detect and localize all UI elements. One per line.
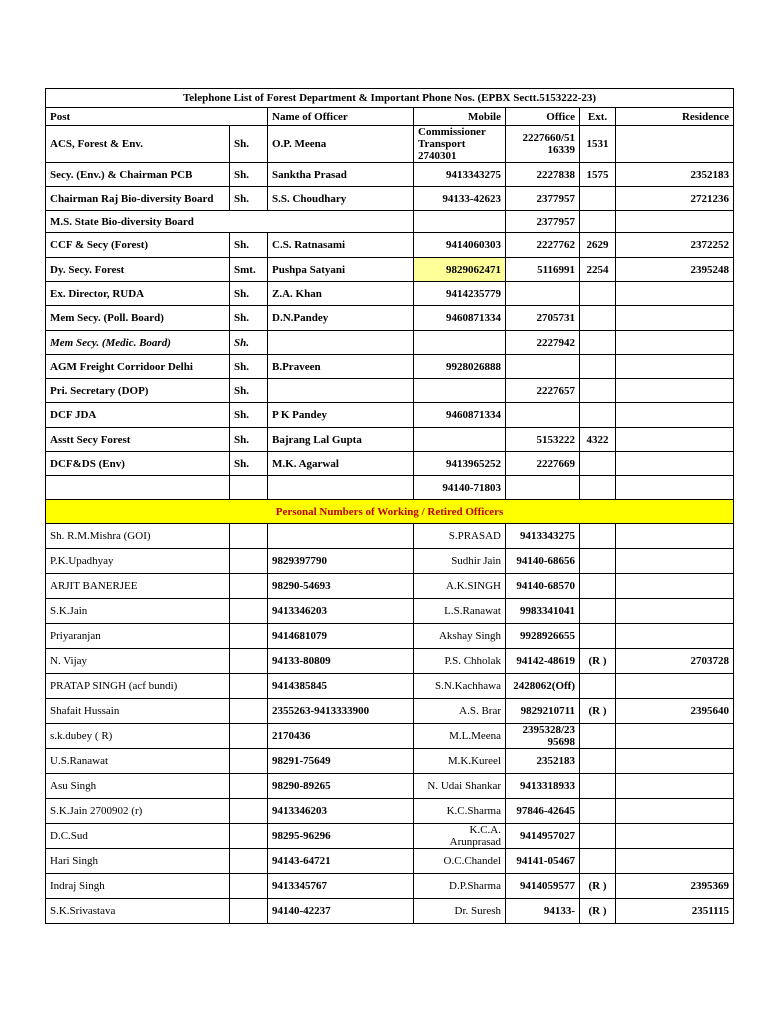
personal-phone2-cell: 9829210711 bbox=[506, 699, 580, 724]
personal-name2-cell: A.K.SINGH bbox=[414, 574, 506, 599]
residence-cell bbox=[616, 452, 734, 476]
personal-blank-cell bbox=[230, 749, 268, 774]
mobile-cell: 94133-42623 bbox=[414, 187, 506, 211]
prefix-cell: Sh. bbox=[230, 163, 268, 187]
personal-name2-cell: K.C.A. Arunprasad bbox=[414, 824, 506, 849]
prefix-cell: Smt. bbox=[230, 258, 268, 282]
post-cell: Dy. Secy. Forest bbox=[46, 258, 230, 282]
office-cell: 2227838 bbox=[506, 163, 580, 187]
personal-name-cell: U.S.Ranawat bbox=[46, 749, 230, 774]
mobile-cell: 9413965252 bbox=[414, 452, 506, 476]
ext-cell bbox=[580, 452, 616, 476]
office-cell: 2705731 bbox=[506, 306, 580, 331]
personal-name2-cell: D.P.Sharma bbox=[414, 874, 506, 899]
residence-cell bbox=[616, 476, 734, 500]
personal-name2-cell: O.C.Chandel bbox=[414, 849, 506, 874]
personal-tag-cell bbox=[580, 624, 616, 649]
office-cell: 2227762 bbox=[506, 233, 580, 258]
personal-row bbox=[46, 599, 734, 624]
officer-row bbox=[46, 476, 734, 500]
personal-row bbox=[46, 524, 734, 549]
ext-cell: 4322 bbox=[580, 428, 616, 452]
office-cell bbox=[506, 403, 580, 428]
personal-phone2-cell: 9413343275 bbox=[506, 524, 580, 549]
header-ext: Ext. bbox=[580, 108, 616, 126]
header-office: Office bbox=[506, 108, 580, 126]
personal-residence-cell bbox=[616, 599, 734, 624]
personal-name-cell: PRATAP SINGH (acf bundi) bbox=[46, 674, 230, 699]
personal-phone-cell: 9414681079 bbox=[268, 624, 414, 649]
personal-name2-cell: L.S.Ranawat bbox=[414, 599, 506, 624]
officer-row bbox=[46, 126, 734, 163]
personal-row bbox=[46, 699, 734, 724]
table-body bbox=[46, 89, 734, 924]
personal-name-cell: ARJIT BANERJEE bbox=[46, 574, 230, 599]
residence-cell: 2372252 bbox=[616, 233, 734, 258]
personal-name-cell: P.K.Upadhyay bbox=[46, 549, 230, 574]
personal-blank-cell bbox=[230, 574, 268, 599]
post-cell: Pri. Secretary (DOP) bbox=[46, 379, 230, 403]
personal-name-cell: Priyaranjan bbox=[46, 624, 230, 649]
personal-phone2-cell: 2352183 bbox=[506, 749, 580, 774]
section-header-row bbox=[46, 500, 734, 524]
personal-name-cell: N. Vijay bbox=[46, 649, 230, 674]
personal-name-cell: S.K.Jain 2700902 (r) bbox=[46, 799, 230, 824]
personal-tag-cell bbox=[580, 749, 616, 774]
personal-row bbox=[46, 574, 734, 599]
personal-blank-cell bbox=[230, 799, 268, 824]
personal-name2-cell: P.S. Chholak bbox=[414, 649, 506, 674]
prefix-cell: Sh. bbox=[230, 126, 268, 163]
officer-row bbox=[46, 282, 734, 306]
officer-name-cell: Sanktha Prasad bbox=[268, 163, 414, 187]
header-row bbox=[46, 108, 734, 126]
personal-blank-cell bbox=[230, 524, 268, 549]
personal-residence-cell: 2395640 bbox=[616, 699, 734, 724]
personal-row bbox=[46, 549, 734, 574]
personal-tag-cell: (R ) bbox=[580, 649, 616, 674]
prefix-cell: Sh. bbox=[230, 331, 268, 355]
mobile-cell bbox=[414, 331, 506, 355]
office-cell bbox=[506, 282, 580, 306]
personal-tag-cell: (R ) bbox=[580, 899, 616, 924]
mobile-cell bbox=[414, 428, 506, 452]
officer-row bbox=[46, 187, 734, 211]
personal-blank-cell bbox=[230, 724, 268, 749]
residence-cell: 2352183 bbox=[616, 163, 734, 187]
personal-name2-cell: M.L.Meena bbox=[414, 724, 506, 749]
office-cell: 2227660/51 16339 bbox=[506, 126, 580, 163]
personal-residence-cell bbox=[616, 524, 734, 549]
officer-name-cell: Pushpa Satyani bbox=[268, 258, 414, 282]
personal-tag-cell bbox=[580, 824, 616, 849]
residence-cell bbox=[616, 211, 734, 233]
personal-residence-cell: 2351115 bbox=[616, 899, 734, 924]
personal-residence-cell: 2703728 bbox=[616, 649, 734, 674]
ext-cell bbox=[580, 282, 616, 306]
personal-blank-cell bbox=[230, 674, 268, 699]
personal-name2-cell: Akshay Singh bbox=[414, 624, 506, 649]
document-title: Telephone List of Forest Department & Important Phone Nos. (EPBX Sectt.5153222-23) bbox=[46, 89, 734, 108]
title-row bbox=[46, 89, 734, 108]
residence-cell bbox=[616, 282, 734, 306]
header-officer: Name of Officer bbox=[268, 108, 414, 126]
personal-row bbox=[46, 774, 734, 799]
personal-phone-cell: 9413346203 bbox=[268, 799, 414, 824]
ext-cell bbox=[580, 211, 616, 233]
personal-phone-cell: 94133-80809 bbox=[268, 649, 414, 674]
personal-tag-cell bbox=[580, 599, 616, 624]
personal-phone-cell bbox=[268, 524, 414, 549]
personal-row bbox=[46, 849, 734, 874]
prefix-cell: Sh. bbox=[230, 428, 268, 452]
mobile-cell bbox=[414, 211, 506, 233]
post-cell: Asstt Secy Forest bbox=[46, 428, 230, 452]
personal-blank-cell bbox=[230, 549, 268, 574]
ext-cell: 2629 bbox=[580, 233, 616, 258]
office-cell bbox=[506, 476, 580, 500]
personal-name2-cell: Sudhir Jain bbox=[414, 549, 506, 574]
officer-name-cell: P K Pandey bbox=[268, 403, 414, 428]
post-cell: Mem Secy. (Medic. Board) bbox=[46, 331, 230, 355]
officer-row bbox=[46, 258, 734, 282]
officer-name-cell: D.N.Pandey bbox=[268, 306, 414, 331]
personal-phone-cell: 98290-89265 bbox=[268, 774, 414, 799]
personal-name2-cell: A.S. Brar bbox=[414, 699, 506, 724]
personal-blank-cell bbox=[230, 899, 268, 924]
personal-phone-cell: 9413346203 bbox=[268, 599, 414, 624]
ext-cell bbox=[580, 306, 616, 331]
personal-name-cell: Asu Singh bbox=[46, 774, 230, 799]
officer-name-cell bbox=[268, 476, 414, 500]
ext-cell bbox=[580, 476, 616, 500]
post-cell bbox=[46, 476, 230, 500]
prefix-cell: Sh. bbox=[230, 233, 268, 258]
personal-blank-cell bbox=[230, 874, 268, 899]
prefix-cell: Sh. bbox=[230, 306, 268, 331]
personal-phone2-cell: 94141-05467 bbox=[506, 849, 580, 874]
personal-phone2-cell: 2428062(Off) bbox=[506, 674, 580, 699]
mobile-cell: 9928026888 bbox=[414, 355, 506, 379]
header-post: Post bbox=[46, 108, 268, 126]
mobile-cell: 9460871334 bbox=[414, 403, 506, 428]
residence-cell bbox=[616, 428, 734, 452]
residence-cell: 2395248 bbox=[616, 258, 734, 282]
personal-tag-cell bbox=[580, 574, 616, 599]
personal-blank-cell bbox=[230, 699, 268, 724]
mobile-cell: 9460871334 bbox=[414, 306, 506, 331]
personal-blank-cell bbox=[230, 649, 268, 674]
ext-cell bbox=[580, 379, 616, 403]
office-cell: 2377957 bbox=[506, 187, 580, 211]
mobile-cell: 9414060303 bbox=[414, 233, 506, 258]
residence-cell bbox=[616, 126, 734, 163]
post-cell: DCF JDA bbox=[46, 403, 230, 428]
personal-phone-cell: 98295-96296 bbox=[268, 824, 414, 849]
personal-phone-cell: 9829397790 bbox=[268, 549, 414, 574]
personal-tag-cell bbox=[580, 849, 616, 874]
personal-phone2-cell: 94140-68656 bbox=[506, 549, 580, 574]
post-cell: Chairman Raj Bio-diversity Board bbox=[46, 187, 230, 211]
personal-name2-cell: Dr. Suresh bbox=[414, 899, 506, 924]
personal-name-cell: Indraj Singh bbox=[46, 874, 230, 899]
phone-list-table bbox=[45, 88, 734, 924]
residence-cell: 2721236 bbox=[616, 187, 734, 211]
personal-residence-cell bbox=[616, 774, 734, 799]
personal-name-cell: Sh. R.M.Mishra (GOI) bbox=[46, 524, 230, 549]
office-cell: 2227657 bbox=[506, 379, 580, 403]
personal-residence-cell bbox=[616, 574, 734, 599]
officer-row bbox=[46, 379, 734, 403]
personal-name2-cell: M.K.Kureel bbox=[414, 749, 506, 774]
ext-cell bbox=[580, 187, 616, 211]
ext-cell: 2254 bbox=[580, 258, 616, 282]
personal-tag-cell bbox=[580, 549, 616, 574]
personal-phone2-cell: 9983341041 bbox=[506, 599, 580, 624]
officer-row bbox=[46, 163, 734, 187]
personal-residence-cell bbox=[616, 724, 734, 749]
personal-name-cell: S.K.Srivastava bbox=[46, 899, 230, 924]
prefix-cell: Sh. bbox=[230, 282, 268, 306]
personal-phone2-cell: 94133- bbox=[506, 899, 580, 924]
personal-name-cell: Hari Singh bbox=[46, 849, 230, 874]
personal-tag-cell bbox=[580, 799, 616, 824]
officer-row bbox=[46, 428, 734, 452]
mobile-cell: Commissioner Transport 2740301 bbox=[414, 126, 506, 163]
personal-name2-cell: K.C.Sharma bbox=[414, 799, 506, 824]
personal-residence-cell bbox=[616, 549, 734, 574]
prefix-cell: Sh. bbox=[230, 187, 268, 211]
personal-blank-cell bbox=[230, 824, 268, 849]
section-title: Personal Numbers of Working / Retired Officers bbox=[46, 500, 734, 524]
officer-name-cell: M.K. Agarwal bbox=[268, 452, 414, 476]
mobile-cell: 9414235779 bbox=[414, 282, 506, 306]
personal-residence-cell bbox=[616, 674, 734, 699]
residence-cell bbox=[616, 306, 734, 331]
personal-row bbox=[46, 624, 734, 649]
office-cell: 2227669 bbox=[506, 452, 580, 476]
officer-row bbox=[46, 452, 734, 476]
post-cell: M.S. State Bio-diversity Board bbox=[46, 211, 414, 233]
mobile-cell: 94140-71803 bbox=[414, 476, 506, 500]
residence-cell bbox=[616, 331, 734, 355]
mobile-cell: 9413343275 bbox=[414, 163, 506, 187]
officer-row bbox=[46, 403, 734, 428]
personal-row bbox=[46, 824, 734, 849]
residence-cell bbox=[616, 379, 734, 403]
prefix-cell: Sh. bbox=[230, 379, 268, 403]
office-cell bbox=[506, 355, 580, 379]
officer-name-cell: S.S. Choudhary bbox=[268, 187, 414, 211]
residence-cell bbox=[616, 355, 734, 379]
post-cell: Secy. (Env.) & Chairman PCB bbox=[46, 163, 230, 187]
personal-phone-cell: 9413345767 bbox=[268, 874, 414, 899]
mobile-cell: 9829062471 bbox=[414, 258, 506, 282]
personal-residence-cell bbox=[616, 824, 734, 849]
personal-tag-cell: (R ) bbox=[580, 874, 616, 899]
header-mobile: Mobile bbox=[414, 108, 506, 126]
personal-row bbox=[46, 899, 734, 924]
personal-blank-cell bbox=[230, 624, 268, 649]
ext-cell: 1575 bbox=[580, 163, 616, 187]
office-cell: 2377957 bbox=[506, 211, 580, 233]
prefix-cell bbox=[230, 476, 268, 500]
personal-phone-cell: 2355263-9413333900 bbox=[268, 699, 414, 724]
prefix-cell: Sh. bbox=[230, 403, 268, 428]
ext-cell bbox=[580, 403, 616, 428]
personal-tag-cell bbox=[580, 774, 616, 799]
personal-blank-cell bbox=[230, 774, 268, 799]
personal-phone2-cell: 9414059577 bbox=[506, 874, 580, 899]
personal-phone2-cell: 9928926655 bbox=[506, 624, 580, 649]
personal-residence-cell bbox=[616, 749, 734, 774]
ext-cell bbox=[580, 355, 616, 379]
personal-residence-cell bbox=[616, 624, 734, 649]
personal-name2-cell: S.N.Kachhawa bbox=[414, 674, 506, 699]
personal-row bbox=[46, 724, 734, 749]
personal-tag-cell bbox=[580, 674, 616, 699]
residence-cell bbox=[616, 403, 734, 428]
personal-name-cell: s.k.dubey ( R) bbox=[46, 724, 230, 749]
mobile-cell bbox=[414, 379, 506, 403]
office-cell: 2227942 bbox=[506, 331, 580, 355]
officer-name-cell bbox=[268, 379, 414, 403]
personal-phone-cell: 98290-54693 bbox=[268, 574, 414, 599]
personal-phone2-cell: 2395328/23 95698 bbox=[506, 724, 580, 749]
personal-phone2-cell: 9413318933 bbox=[506, 774, 580, 799]
personal-name2-cell: S.PRASAD bbox=[414, 524, 506, 549]
officer-row bbox=[46, 306, 734, 331]
personal-phone-cell: 94143-64721 bbox=[268, 849, 414, 874]
office-cell: 5116991 bbox=[506, 258, 580, 282]
personal-blank-cell bbox=[230, 599, 268, 624]
office-cell: 5153222 bbox=[506, 428, 580, 452]
ext-cell: 1531 bbox=[580, 126, 616, 163]
personal-tag-cell: (R ) bbox=[580, 699, 616, 724]
personal-row bbox=[46, 649, 734, 674]
personal-row bbox=[46, 749, 734, 774]
officer-name-cell: Z.A. Khan bbox=[268, 282, 414, 306]
personal-name-cell: Shafait Hussain bbox=[46, 699, 230, 724]
personal-phone-cell: 2170436 bbox=[268, 724, 414, 749]
personal-phone2-cell: 9414957027 bbox=[506, 824, 580, 849]
officer-name-cell: O.P. Meena bbox=[268, 126, 414, 163]
personal-phone2-cell: 97846-42645 bbox=[506, 799, 580, 824]
personal-tag-cell bbox=[580, 724, 616, 749]
post-cell: DCF&DS (Env) bbox=[46, 452, 230, 476]
post-cell: Mem Secy. (Poll. Board) bbox=[46, 306, 230, 331]
post-cell: AGM Freight Corridoor Delhi bbox=[46, 355, 230, 379]
header-residence: Residence bbox=[616, 108, 734, 126]
personal-phone-cell: 94140-42237 bbox=[268, 899, 414, 924]
officer-name-cell bbox=[268, 331, 414, 355]
personal-name2-cell: N. Udai Shankar bbox=[414, 774, 506, 799]
prefix-cell: Sh. bbox=[230, 452, 268, 476]
post-cell: CCF & Secy (Forest) bbox=[46, 233, 230, 258]
personal-tag-cell bbox=[580, 524, 616, 549]
personal-name-cell: S.K.Jain bbox=[46, 599, 230, 624]
personal-row bbox=[46, 874, 734, 899]
officer-name-cell: B.Praveen bbox=[268, 355, 414, 379]
officer-row bbox=[46, 331, 734, 355]
personal-row bbox=[46, 799, 734, 824]
personal-phone-cell: 9414385845 bbox=[268, 674, 414, 699]
personal-blank-cell bbox=[230, 849, 268, 874]
prefix-cell: Sh. bbox=[230, 355, 268, 379]
personal-residence-cell bbox=[616, 799, 734, 824]
personal-name-cell: D.C.Sud bbox=[46, 824, 230, 849]
personal-phone2-cell: 94140-68570 bbox=[506, 574, 580, 599]
officer-row bbox=[46, 211, 734, 233]
ext-cell bbox=[580, 331, 616, 355]
officer-row bbox=[46, 355, 734, 379]
personal-residence-cell bbox=[616, 849, 734, 874]
officer-name-cell: Bajrang Lal Gupta bbox=[268, 428, 414, 452]
personal-residence-cell: 2395369 bbox=[616, 874, 734, 899]
officer-name-cell: C.S. Ratnasami bbox=[268, 233, 414, 258]
post-cell: ACS, Forest & Env. bbox=[46, 126, 230, 163]
personal-phone2-cell: 94142-48619 bbox=[506, 649, 580, 674]
personal-phone-cell: 98291-75649 bbox=[268, 749, 414, 774]
personal-row bbox=[46, 674, 734, 699]
officer-row bbox=[46, 233, 734, 258]
post-cell: Ex. Director, RUDA bbox=[46, 282, 230, 306]
